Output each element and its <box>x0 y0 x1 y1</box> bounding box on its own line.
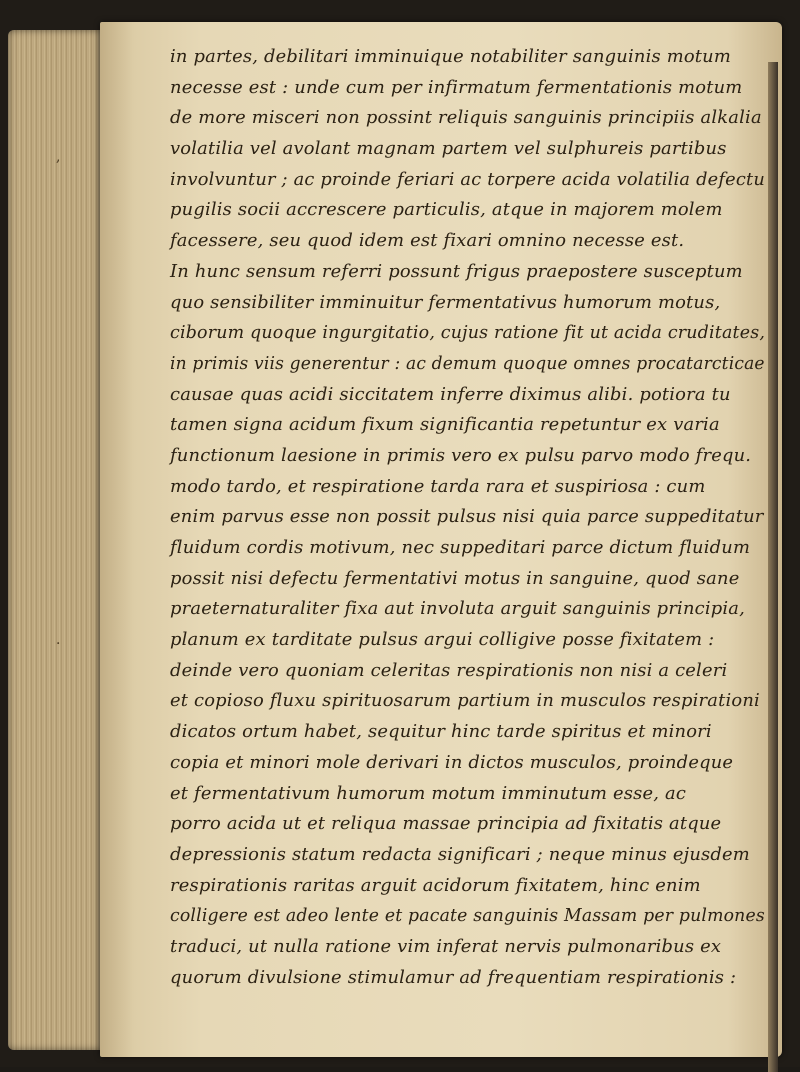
text-line: in partes, debilitari imminuique notabiliter sanguinis motum <box>170 46 732 67</box>
text-line: et copioso fluxu spirituosarum partium in musculos respirationi <box>170 690 760 712</box>
text-line: fluidum cordis motivum, nec suppeditari parce dictum fluidum <box>170 537 751 558</box>
text-line: pugilis socii accrescere particulis, atque in majorem molem <box>170 199 723 221</box>
text-line: praeternaturaliter fixa aut involuta arguit sanguinis principia, <box>170 598 746 620</box>
manuscript-text <box>170 42 770 993</box>
text-line: quorum divulsione stimulamur ad frequentiam respirationis : <box>170 966 737 988</box>
text-line: In hunc sensum referri possunt frigus praepostere susceptum <box>170 260 743 282</box>
text-line: ciborum quoque ingurgitatio, cujus ratione fit ut acida cruditates, <box>170 322 766 344</box>
text-line: respirationis raritas arguit acidorum fixitatem, hinc enim <box>170 874 701 896</box>
text-line: facessere, seu quod idem est fixari omnino necesse est. <box>170 230 685 252</box>
text-line: et fermentativum humorum motum imminutum esse, ac <box>170 782 687 804</box>
text-line: necesse est : unde cum per infirmatum fermentationis motum <box>170 76 743 98</box>
text-line: planum ex tarditate pulsus argui colligive posse fixitatem : <box>170 629 715 651</box>
text-line: copia et minori mole derivari in dictos musculos, proindeque <box>170 751 734 773</box>
margin-mark: · <box>56 636 61 652</box>
margin-mark: , <box>56 149 61 165</box>
text-line: causae quas acidi siccitatem inferre diximus alibi. potiora tu <box>170 383 731 405</box>
manuscript-page <box>56 22 782 1057</box>
text-line: functionum laesione in primis vero ex pulsu parvo modo frequ. <box>170 444 752 466</box>
text-line: possit nisi defectu fermentativi motus in sanguine, quod sane <box>170 567 740 589</box>
text-line: depressionis statum redacta significari ; neque minus ejusdem <box>170 843 750 865</box>
text-line: dicatos ortum habet, sequitur hinc tarde spiritus et minori <box>170 721 712 743</box>
page-right-edge <box>768 62 778 1072</box>
text-line: traduci, ut nulla ratione vim inferat nervis pulmonaribus ex <box>170 935 722 957</box>
text-line: in primis viis generentur : ac demum quoque omnes procatarcticae <box>170 352 765 374</box>
text-line: enim parvus esse non possit pulsus nisi quia parce suppeditatur <box>170 506 764 528</box>
text-line: tamen signa acidum fixum significantia repetuntur ex varia <box>170 414 720 436</box>
text-line: de more misceri non possint reliquis sanguinis principiis alkalia <box>170 107 762 129</box>
text-line: modo tardo, et respiratione tarda rara et suspiriosa : cum <box>170 475 706 497</box>
text-line: deinde vero quoniam celeritas respirationis non nisi a celeri <box>170 659 728 681</box>
text-line: porro acida ut et reliqua massae principia ad fixitatis atque <box>170 813 722 835</box>
text-line: involvuntur ; ac proinde feriari ac torpere acida volatilia defectu <box>170 168 765 190</box>
page-edges <box>8 30 100 1050</box>
text-line: volatilia vel avolant magnam partem vel sulphureis partibus <box>170 138 727 160</box>
text-line: colligere est adeo lente et pacate sanguinis Massam per pulmones <box>170 905 765 927</box>
text-line: quo sensibiliter imminuitur fermentativus humorum motus, <box>170 291 721 313</box>
